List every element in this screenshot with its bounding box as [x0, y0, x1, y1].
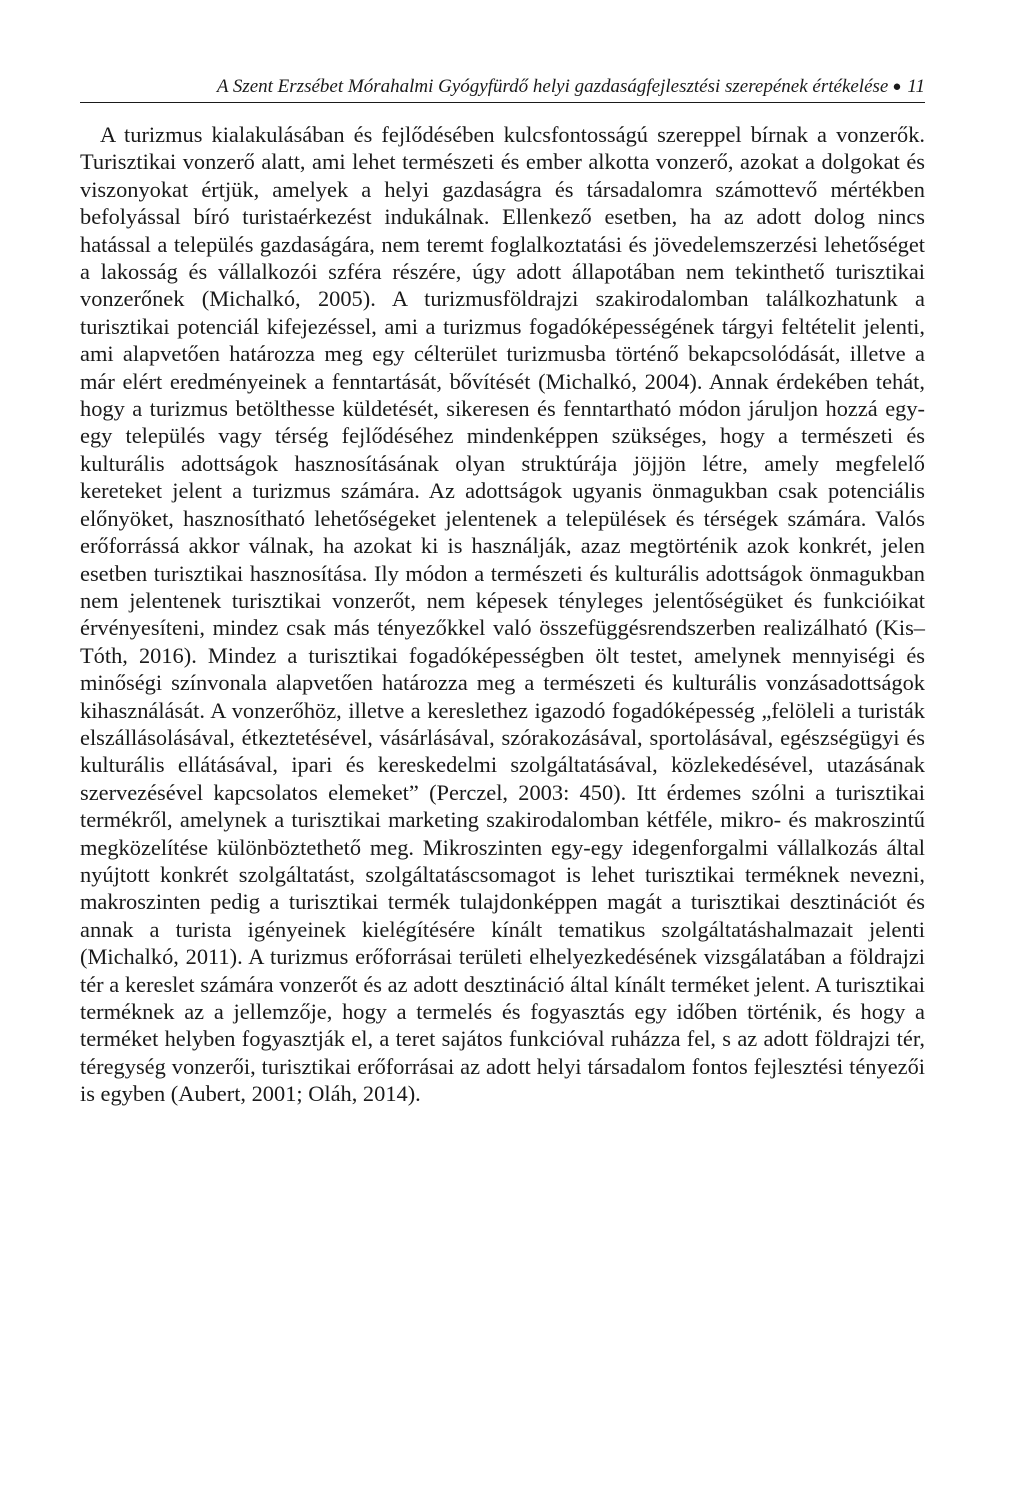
body-paragraph: A turizmus kialakulásában és fejlődésében kulcsfontosságú szereppel bírnak a vonzerők. Turisztikai vonzerő alatt, ami lehet természeti és ember alkotta vonzerő, azokat a dolgokat és viszonyokat értjük, amelyek a helyi gazdaságra és társadalomra számottevő mértékben befolyással bíró turistaérkezést indukálnak. Ellenkező esetben, ha az adott dolog nincs hatással a település gazdaságára, nem teremt foglalkoztatási és jövedelemszerzési lehetőséget a lakosság és vállalkozói szféra részére, úgy adott állapotában nem tekinthető turisztikai vonzerőnek (Michalkó, 2005). A turizmusföldrajzi szakirodalomban találkozhatunk a turisztikai potenciál kifejezéssel, ami a turizmus fogadóképességének tárgyi feltételit jelenti, ami alapvetően határozza meg egy célterület turizmusba történő bekapcsolódását, illetve a már elért eredményeinek a fenntartását, bővítését (Michalkó, 2004). Annak érdekében tehát, hogy a turizmus betölthesse küldetését, sikeresen és fenntartható módon járuljon hozzá egy-egy település vagy térség fejlődéséhez mindenképpen szükséges, hogy a természeti és kulturális adottságok hasznosításának olyan struktúrája jöjjön létre, amely megfelelő kereteket jelent a turizmus számára. Az adottságok ugyanis önmagukban csak potenciális előnyöket, hasznosítható lehetőségeket jelentenek a települések és térségek számára. Valós erőforrássá akkor válnak, ha azokat ki is használják, azaz megtörténik azok konkrét, jelen esetben turisztikai hasznosítása. Ily módon a természeti és kulturális adottságok önmagukban nem jelentenek turisztikai vonzerőt, nem képesek tényleges jelentőségüket és funkcióikat érvényesíteni, mindez csak más tényezőkkel való összefüggésrendszerben realizálható (Kis–Tóth, 2016). Mindez a turisztikai fogadóképességben ölt testet, amelynek mennyiségi és minőségi színvonala alapvetően határozza meg a természeti és kulturális vonzásadottságok kihasználását. A vonzerőhöz, illetve a kereslethez igazodó fogadóképesség „felöleli a turisták elszállásolásával, étkeztetésével, vásárlásával, szórakozásával, sportolásával, egészségügyi és kulturális ellátásával, ipari és kereskedelmi szolgáltatásával, közlekedésével, utazásának szervezésével kapcsolatos elemeket” (Perczel, 2003: 450). Itt érdemes szólni a turisztikai termékről, amelynek a turisztikai marketing szakirodalomban kétféle, mikro- és makroszintű megközelítése különböztethető meg. Mikroszinten egy-egy idegenforgalmi vállalkozás által nyújtott konkrét szolgáltatást, szolgáltatáscsomagot is lehet turisztikai terméknek nevezni, makroszinten pedig a turisztikai termék tulajdonképpen magát a turisztikai desztinációt és annak a turista igényeinek kielégítésére kínált tematikus szolgáltatáshalmazait jelenti (Michalkó, 2011). A turizmus erőforrásai területi elhelyezkedésének vizsgálatában a földrajzi tér a kereslet számára vonzerőt és az adott desztináció által kínált terméket jelent. A turisztikai terméknek az a jellemzője, hogy a termelés és fogyasztás egy időben történik, és hogy a terméket helyben fogyasztják el, a teret sajátos funkcióval ruházza fel, s az adott földrajzi tér, téregység vonzerői, turisztikai erőforrásai az adott helyi társadalom fontos fejlesztési tényezői is egyben (Aubert, 2001; Oláh, 2014). [80, 122, 925, 1107]
running-header [80, 74, 925, 103]
bullet-icon: ● [892, 79, 902, 95]
header-title: A Szent Erzsébet Mórahalmi Gyógyfürdő helyi gazdaságfejlesztési szerepének értékelése [216, 76, 889, 97]
document-page [80, 74, 925, 1108]
page-number: 11 [907, 76, 925, 97]
